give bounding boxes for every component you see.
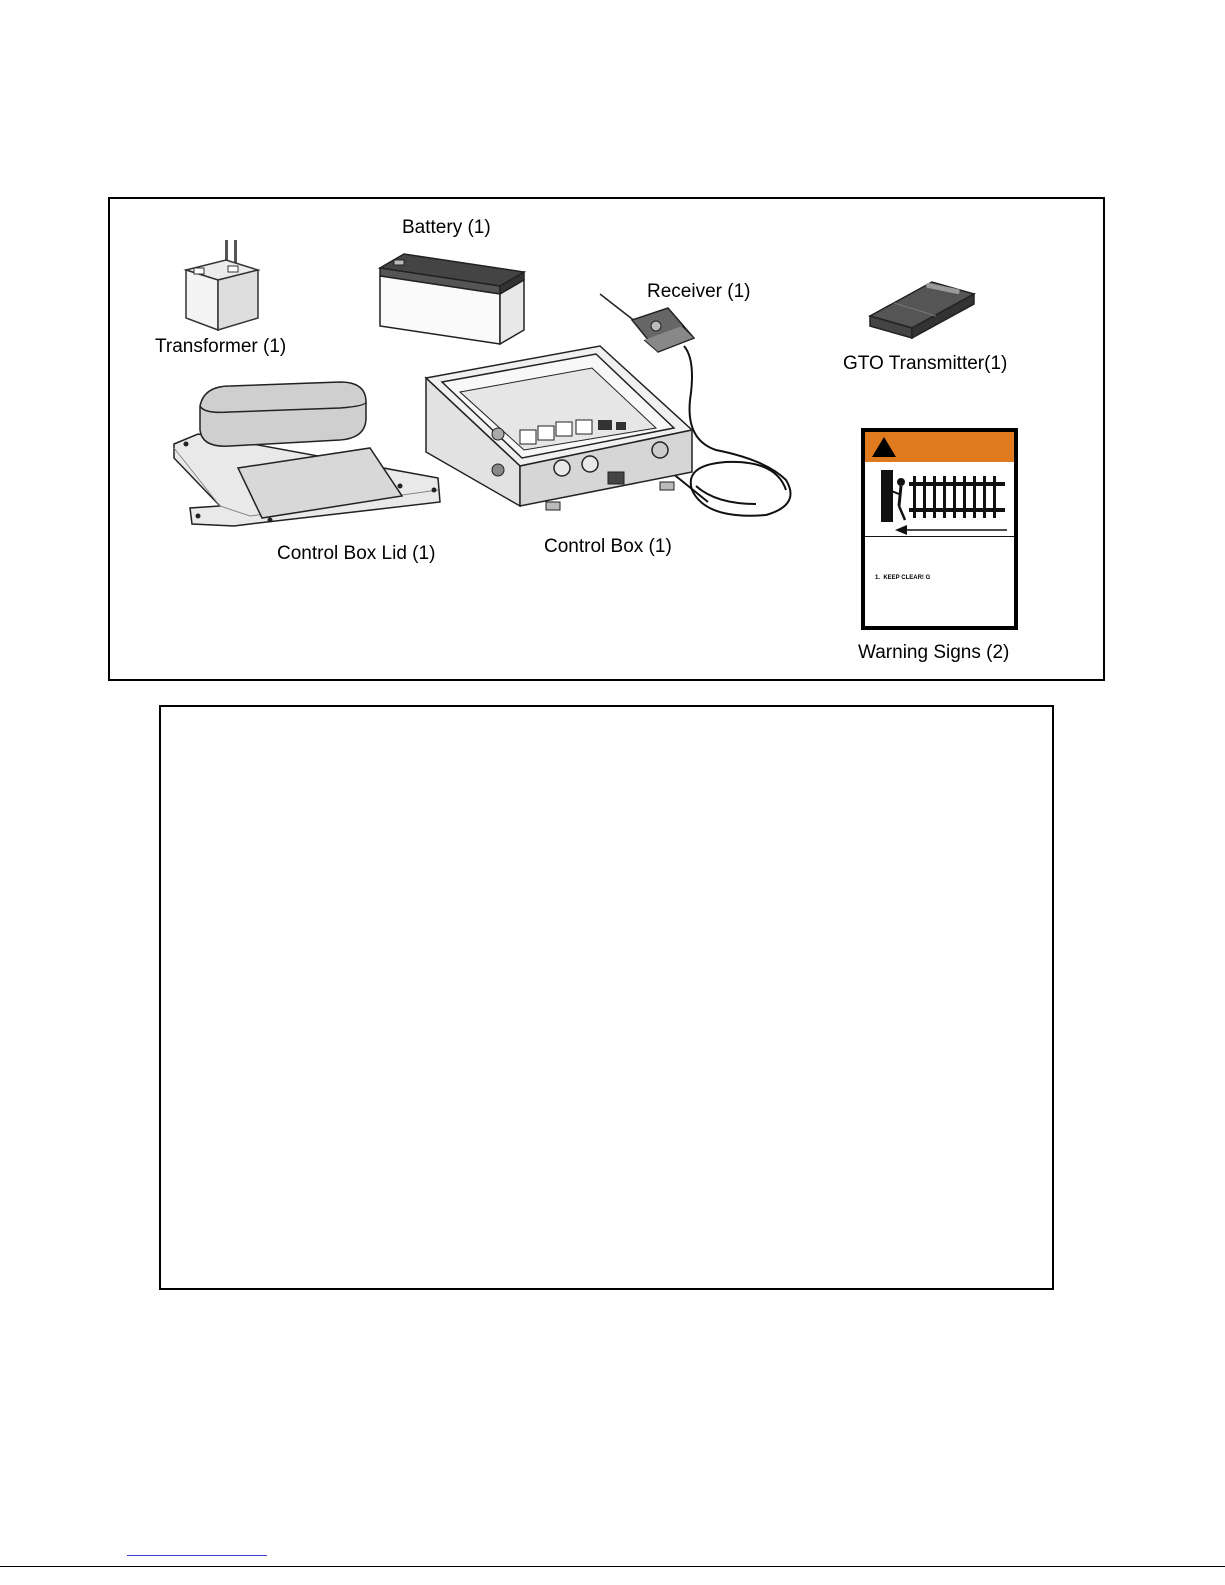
warning-sign-text: 1. KEEP CLEAR! G <box>875 575 931 581</box>
warning-sign-divider <box>865 536 1014 537</box>
warning-signs-label: Warning Signs (2) <box>858 642 1010 663</box>
gto-transmitter-label: GTO Transmitter(1) <box>843 353 1008 374</box>
receiver-label: Receiver (1) <box>647 281 751 302</box>
footer-link-underline <box>127 1555 267 1556</box>
warning-triangle-icon <box>871 436 897 458</box>
footer-rule <box>0 1566 1225 1567</box>
empty-content-frame <box>159 705 1054 1290</box>
transformer-label: Transformer (1) <box>155 336 287 357</box>
transformer-illustration <box>178 238 268 338</box>
warning-sign-header <box>865 432 1014 462</box>
gto-transmitter-illustration <box>864 276 978 346</box>
battery-illustration <box>374 250 534 350</box>
control-box-illustration <box>420 342 702 514</box>
battery-label: Battery (1) <box>402 217 491 238</box>
control-box-lid-label: Control Box Lid (1) <box>277 543 436 564</box>
control-box-label: Control Box (1) <box>544 536 672 557</box>
warning-sign-illustration <box>861 428 1018 630</box>
control-box-lid-illustration <box>170 378 452 538</box>
gate-hazard-icon <box>875 468 1010 536</box>
